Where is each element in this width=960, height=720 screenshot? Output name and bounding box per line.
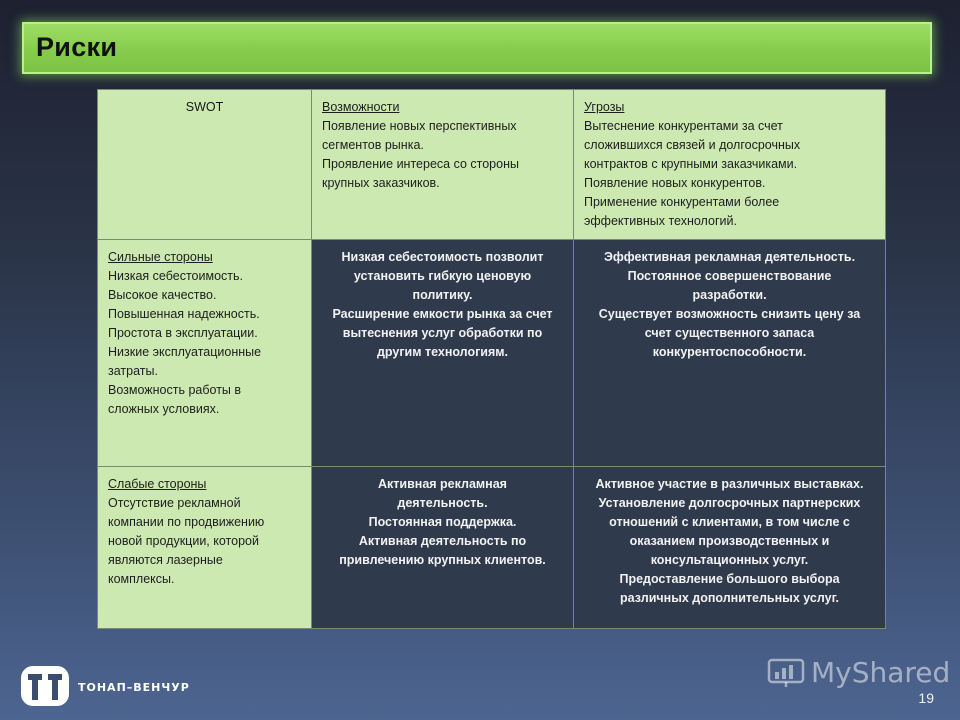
company-logo-text: ТОНАП–ВЕНЧУР xyxy=(78,681,190,694)
weaknesses-heading: Слабые стороны xyxy=(108,477,207,491)
so-line: политику. xyxy=(412,288,473,302)
company-logo xyxy=(20,664,220,708)
wo-line: Активная деятельность по xyxy=(358,534,527,548)
wt-line: Предоставление большого выбора xyxy=(619,572,840,586)
threats-cell xyxy=(574,90,886,240)
wt-line: Активное участие в различных выставках. xyxy=(595,477,864,491)
wt-line: различных дополнительных услуг. xyxy=(619,591,840,605)
strengths-line: затраты. xyxy=(108,364,158,378)
wo-strategy-cell xyxy=(312,467,574,629)
strengths-line: Повышенная надежность. xyxy=(108,307,260,321)
weaknesses-line: новой продукции, которой xyxy=(108,534,259,548)
opportunities-line: Появление новых перспективных xyxy=(322,119,517,133)
opportunities-line: сегментов рынка. xyxy=(322,138,424,152)
strengths-line: Низкие эксплуатационные xyxy=(108,345,262,359)
so-line: установить гибкую ценовую xyxy=(353,269,532,283)
so-line: Расширение емкости рынка за счет xyxy=(332,307,553,321)
swot-corner-cell xyxy=(98,90,312,240)
wt-line: оказанием производственных и xyxy=(629,534,830,548)
threats-line: эффективных технологий. xyxy=(584,214,737,228)
opportunities-heading: Возможности xyxy=(322,100,400,114)
threats-heading: Угрозы xyxy=(584,100,625,114)
so-line: вытеснения услуг обработки по xyxy=(342,326,543,340)
weaknesses-line: компании по продвижению xyxy=(108,515,265,529)
threats-line: Применение конкурентами более xyxy=(584,195,780,209)
strengths-line: Простота в эксплуатации. xyxy=(108,326,258,340)
swot-label: SWOT xyxy=(185,100,224,114)
so-line: другим технологиям. xyxy=(376,345,509,359)
watermark-text: MyShared xyxy=(811,656,951,689)
opportunities-line: Проявление интереса со стороны xyxy=(322,157,519,171)
opportunities-line: крупных заказчиков. xyxy=(322,176,440,190)
wt-line: Установление долгосрочных партнерских xyxy=(598,496,861,510)
wt-line: консультационных услуг. xyxy=(650,553,809,567)
wo-line: привлечению крупных клиентов. xyxy=(339,553,546,567)
weaknesses-line: являются лазерные xyxy=(108,553,223,567)
slide-title: Риски xyxy=(36,32,118,62)
title-bar xyxy=(22,22,932,74)
wo-line: деятельность. xyxy=(397,496,488,510)
threats-line: сложившихся связей и долгосрочных xyxy=(584,138,801,152)
strengths-line: Низкая себестоимость. xyxy=(108,269,243,283)
wo-line: Активная рекламная xyxy=(378,477,507,491)
weaknesses-line: Отсутствие рекламной xyxy=(108,496,241,510)
st-line: счет существенного запаса xyxy=(644,326,815,340)
strengths-line: Высокое качество. xyxy=(108,288,217,302)
so-strategy-cell xyxy=(312,240,574,467)
strengths-heading: Сильные стороны xyxy=(108,250,213,264)
weaknesses-cell xyxy=(98,467,312,629)
st-strategy-cell xyxy=(574,240,886,467)
myshared-watermark xyxy=(767,654,951,694)
st-line: разработки. xyxy=(692,288,767,302)
threats-line: Появление новых конкурентов. xyxy=(584,176,766,190)
so-line: Низкая себестоимость позволит xyxy=(341,250,544,264)
wo-line: Постоянная поддержка. xyxy=(368,515,517,529)
strengths-line: сложных условиях. xyxy=(108,402,220,416)
wt-line: отношений с клиентами, в том числе с xyxy=(609,515,850,529)
threats-line: Вытеснение конкурентами за счет xyxy=(584,119,783,133)
weaknesses-line: комплексы. xyxy=(108,572,175,586)
st-line: Постоянное совершенствование xyxy=(627,269,832,283)
strengths-cell xyxy=(98,240,312,467)
swot-table xyxy=(97,89,886,629)
st-line: Эффективная рекламная деятельность. xyxy=(603,250,856,264)
threats-line: контрактов с крупными заказчиками. xyxy=(584,157,798,171)
st-line: Существует возможность снизить цену за xyxy=(598,307,861,321)
strengths-line: Возможность работы в xyxy=(108,383,242,397)
wt-strategy-cell xyxy=(574,467,886,629)
company-logo-icon xyxy=(20,664,70,708)
opportunities-cell xyxy=(312,90,574,240)
presentation-board-icon xyxy=(767,658,805,688)
st-line: конкурентоспособности. xyxy=(652,345,807,359)
page-number: 19 xyxy=(918,690,934,706)
